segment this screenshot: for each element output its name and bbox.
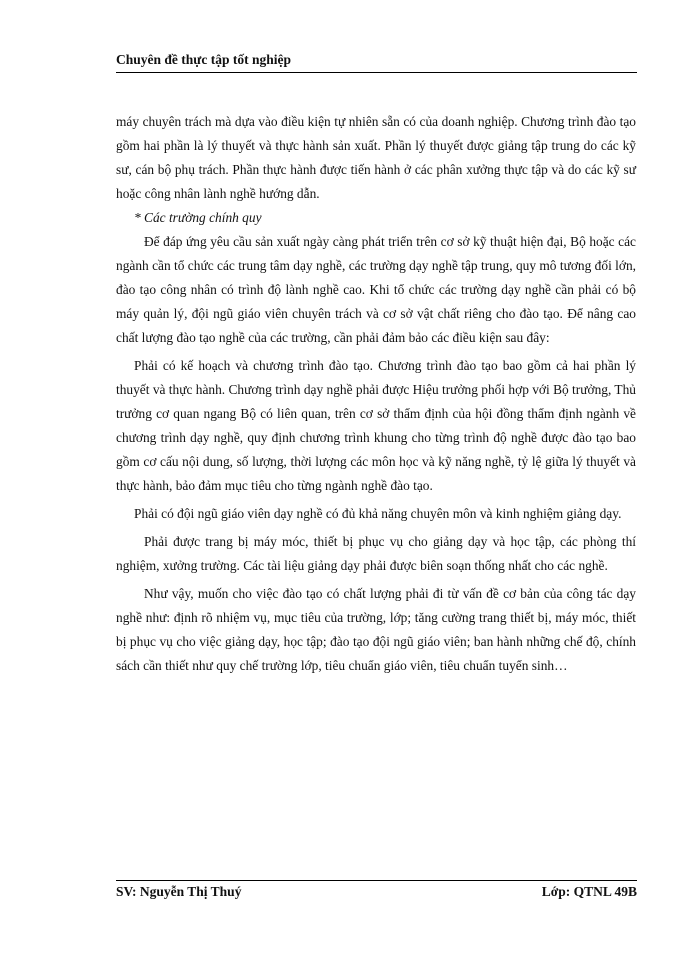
footer-class: Lớp: QTNL 49B	[541, 884, 637, 899]
header-rule	[116, 72, 637, 73]
paragraph-4: Phải có đội ngũ giáo viên dạy nghề có đủ khả năng chuyên môn và kinh nghiệm giảng dạy.	[134, 506, 622, 521]
paragraph-6: Như vậy, muốn cho việc đào tạo có chất lượng phải đi từ vấn đề cơ bản của công tác dạy nghề như: định rõ nhiệm vụ, mục tiêu của trường, lớp; tăng cường trang thiết bị, máy móc, thiết bị phục vụ cho việc giảng dạy, học tập; đào tạo đội ngũ giáo viên; ban hành những chế độ, chính sách cần thiết như quy chế trường lớp, tiêu chuẩn giáo viên, tiêu chuẩn tuyển sinh…	[116, 586, 636, 673]
paragraph-2: Để đáp ứng yêu cầu sản xuất ngày càng phát triển trên cơ sở kỹ thuật hiện đại, Bộ hoặc các ngành cần tổ chức các trung tâm dạy nghề, các trường dạy nghề tập trung, quy mô tương đối lớn, đào tạo công nhân có trình độ lành nghề cao. Khi tổ chức các trường dạy nghề cần phải có bộ máy quản lý, đội ngũ giáo viên chuyên trách và cơ sở vật chất riêng cho đào tạo. Để nâng cao chất lượng đào tạo nghề của các trường, cần phải đảm bảo các điều kiện sau đây:	[116, 234, 636, 345]
section-heading: * Các trường chính quy	[134, 210, 262, 225]
document-body	[116, 110, 636, 678]
paragraph-5: Phải được trang bị máy móc, thiết bị phục vụ cho giảng dạy và học tập, các phòng thí nghiệm, xưởng trường. Các tài liệu giảng dạy phải được biên soạn thống nhất cho các nghề.	[116, 534, 636, 573]
page-header-title: Chuyên đề thực tập tốt nghiệp	[116, 52, 291, 67]
paragraph-3: Phải có kế hoạch và chương trình đào tạo. Chương trình đào tạo bao gồm cả hai phần lý thuyết và thực hành. Chương trình dạy nghề phải được Hiệu trưởng phối hợp với Bộ trưởng, Thủ trưởng cơ quan ngang Bộ có liên quan, trên cơ sở thẩm định của hội đồng thẩm định ngành về chương trình dạy nghề, quy định chương trình khung cho từng trình độ nghề được đào tạo bao gồm cơ cấu nội dung, số lượng, thời lượng các môn học và kỹ năng nghề, tỷ lệ giữa lý thuyết và thực hành, bảo đảm mục tiêu cho từng ngành nghề đào tạo.	[116, 358, 636, 493]
paragraph-1: máy chuyên trách mà dựa vào điều kiện tự nhiên sẵn có của doanh nghiệp. Chương trình đào tạo gồm hai phần là lý thuyết và thực hành sản xuất. Phần lý thuyết được giảng tập trung do các kỹ sư, cán bộ phụ trách. Phần thực hành được tiến hành ở các phân xưởng thực tập và do các kỹ sư hoặc công nhân lành nghề hướng dẫn.	[116, 114, 636, 201]
footer-rule	[116, 880, 637, 881]
footer-student-name: SV: Nguyễn Thị Thuý	[116, 884, 242, 899]
